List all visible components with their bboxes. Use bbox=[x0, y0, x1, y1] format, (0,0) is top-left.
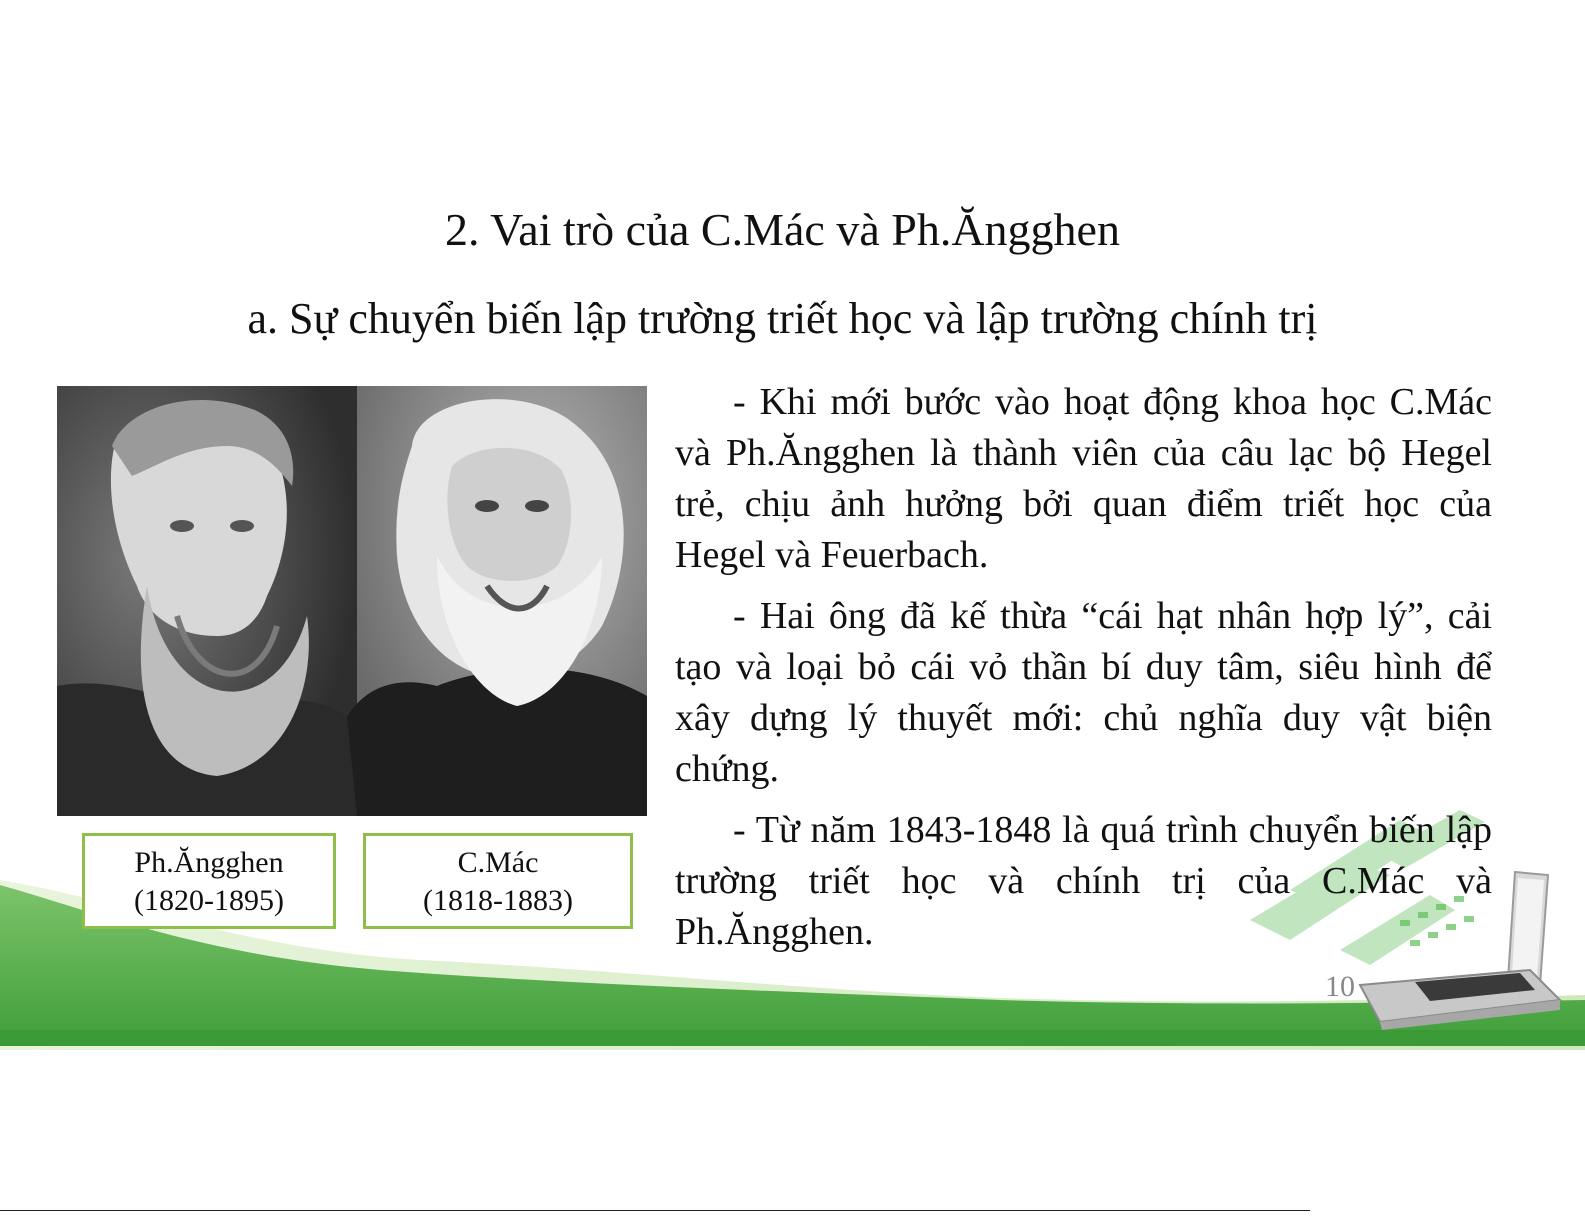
caption-engels-name: Ph.Ăngghen bbox=[134, 846, 284, 879]
caption-marx bbox=[363, 833, 633, 929]
caption-marx-name: C.Mác bbox=[457, 846, 539, 879]
portrait-photo bbox=[57, 386, 647, 816]
paragraph-3: - Từ năm 1843-1848 là quá trình chuyển biến lập trường triết học và chính trị của C.Mác và Ph.Ăngghen. bbox=[675, 809, 1492, 953]
paragraph-2: - Hai ông đã kế thừa “cái hạt nhân hợp lý”, cải tạo và loại bỏ cái vỏ thần bí duy tâm, siêu hình để xây dựng lý thuyết mới: chủ nghĩa duy vật biện chứng. bbox=[675, 595, 1492, 790]
caption-engels-years: (1820-1895) bbox=[134, 884, 284, 917]
caption-engels bbox=[82, 833, 336, 929]
body-text bbox=[675, 377, 1492, 968]
slide-title: 2. Vai trò của C.Mác và Ph.Ăngghen bbox=[445, 204, 1120, 255]
bottom-divider bbox=[0, 1210, 1310, 1211]
page-number: 10 bbox=[1325, 970, 1355, 1003]
caption-marx-years: (1818-1883) bbox=[423, 884, 573, 917]
paragraph-1: - Khi mới bước vào hoạt động khoa học C.Mác và Ph.Ăngghen là thành viên của câu lạc bộ Hegel trẻ, chịu ảnh hưởng bởi quan điểm triết học của Hegel và Feuerbach. bbox=[675, 381, 1492, 576]
slide-subtitle: a. Sự chuyển biến lập trường triết học và lập trường chính trị bbox=[247, 294, 1318, 343]
